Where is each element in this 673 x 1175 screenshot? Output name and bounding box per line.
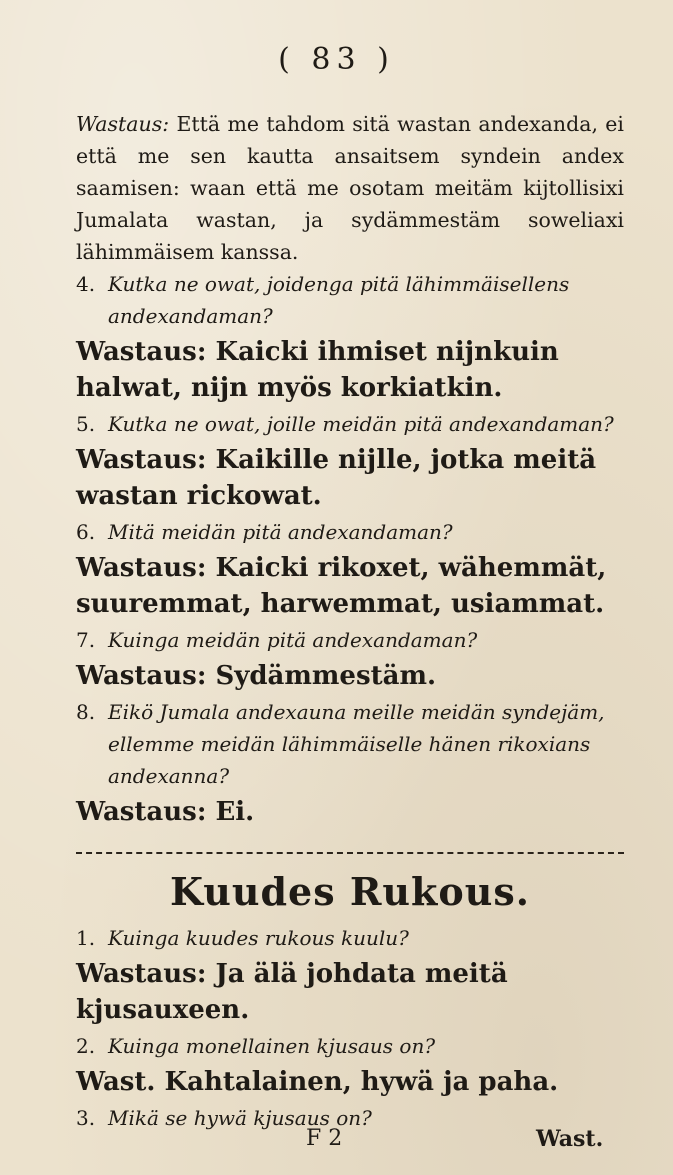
question-number: 7. — [76, 628, 96, 652]
page-content — [76, 108, 624, 1134]
question-text: Kutka ne owat, joille meidän pitä andexandaman? — [108, 412, 614, 436]
question-text: Kutka ne owat, joidenga pitä lähimmäisellens andexandaman? — [108, 272, 570, 328]
question-number: 1. — [76, 926, 96, 950]
section-question-1 — [76, 922, 624, 954]
section-question-2 — [76, 1030, 624, 1062]
question-7 — [76, 624, 624, 656]
section-answer-2: Wast. Kahtalainen, hywä ja paha. — [76, 1067, 559, 1097]
signature-mark: F 2 — [306, 1126, 343, 1151]
question-number: 2. — [76, 1034, 96, 1058]
question-text: Mikä se hywä kjusaus on? — [108, 1106, 372, 1130]
question-number: 4. — [76, 272, 96, 296]
answer-6: Wastaus: Kaicki rikoxet, wähemmät, suuremmat, harwemmat, usiammat. — [76, 553, 607, 619]
question-number: 8. — [76, 700, 96, 724]
intro-paragraph — [76, 108, 624, 268]
question-number: 5. — [76, 412, 96, 436]
answer-4: Wastaus: Kaicki ihmiset nijnkuin halwat, nijn myös korkiatkin. — [76, 337, 559, 403]
catchword: Wast. — [536, 1126, 604, 1152]
section-divider — [76, 852, 624, 854]
section-answer-1: Wastaus: Ja älä johdata meitä kjusauxeen. — [76, 959, 508, 1025]
question-6 — [76, 516, 624, 548]
answer-8: Wastaus: Ei. — [76, 797, 255, 827]
answer-5: Wastaus: Kaikille nijlle, jotka meitä wastan rickowat. — [76, 445, 597, 511]
intro-text: Että me tahdom sitä wastan andexanda, ei että me sen kautta ansaitsem syndein andex saamisen: waan että me osotam meitäm kijtollisixi Jumalata wastan, ja sydämmestäm soweliaxi lähimmäisem kanssa. — [76, 112, 624, 264]
answer-7: Wastaus: Sydämmestäm. — [76, 661, 437, 691]
question-8 — [76, 696, 624, 792]
page-number: ( 83 ) — [278, 42, 395, 77]
question-number: 3. — [76, 1106, 96, 1130]
section-title: Kuudes Rukous. — [170, 869, 530, 914]
question-text: Eikö Jumala andexauna meille meidän syndejäm, ellemme meidän lähimmäiselle hänen rikoxians andexanna? — [108, 700, 605, 788]
question-text: Kuinga monellainen kjusaus on? — [108, 1034, 436, 1058]
question-4 — [76, 268, 624, 332]
question-text: Kuinga meidän pitä andexandaman? — [108, 628, 478, 652]
question-text: Kuinga kuudes rukous kuulu? — [108, 926, 409, 950]
intro-lead: Wastaus: — [76, 112, 170, 136]
question-text: Mitä meidän pitä andexandaman? — [108, 520, 453, 544]
question-number: 6. — [76, 520, 96, 544]
question-5 — [76, 408, 624, 440]
